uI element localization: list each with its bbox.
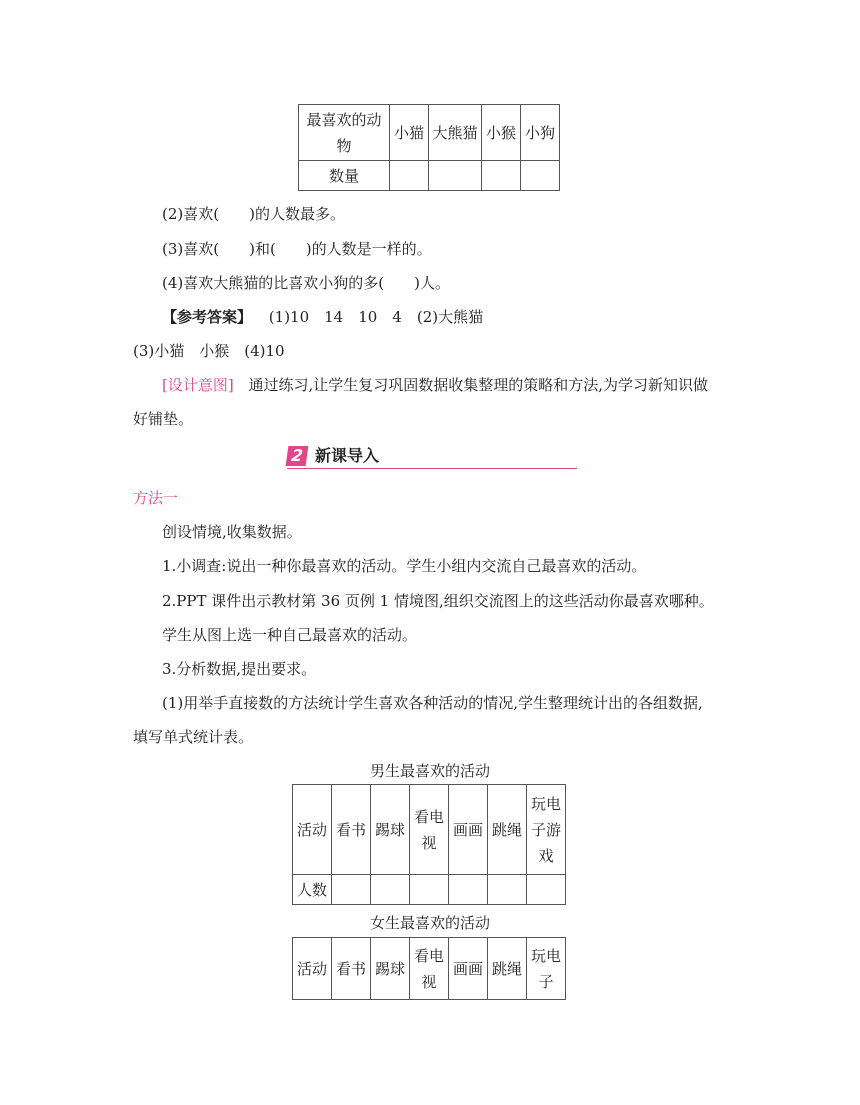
girls-header-rope: 跳绳 [488,938,527,1000]
girls-header-activity: 活动 [293,938,332,1000]
animal-table-header-dog: 小狗 [521,105,560,161]
boys-header-reading: 看书 [332,785,371,875]
boys-row-label: 人数 [293,875,332,905]
animal-table-cell [521,161,560,191]
animal-table-cell [482,161,521,191]
animal-table-cell [429,161,482,191]
boys-header-football: 踢球 [371,785,410,875]
boys-activity-table [292,784,566,905]
method-p5: 3.分析数据,提出要求。 [162,660,317,678]
animal-table-header-monkey: 小猴 [482,105,521,161]
method-p3: 2.PPT 课件出示教材第 36 页例 1 情境图,组织交流图上的这些活动你最喜欢哪种。 [162,592,714,610]
animal-table-cell [390,161,429,191]
answer-line-2: (3)小猫 小猴 (4)10 [133,342,285,360]
answer-line-1 [162,306,483,327]
design-line-1 [162,374,708,395]
question-4: (4)喜欢大熊猫的比喜欢小狗的多( )人。 [162,274,450,292]
section-banner [287,446,577,470]
girls-header-reading: 看书 [332,938,371,1000]
boys-table-cell [449,875,488,905]
section-rule [287,468,577,469]
boys-header-tv: 看电视 [410,785,449,875]
boys-table-cell [488,875,527,905]
question-3: (3)喜欢( )和( )的人数是一样的。 [162,240,432,258]
method-p4: 学生从图上选一种自己最喜欢的活动。 [162,626,418,644]
animal-table-row-label: 数量 [299,161,390,191]
boys-header-drawing: 画画 [449,785,488,875]
animal-table-header-panda: 大熊猫 [429,105,482,161]
animal-table-header-cat: 小猫 [390,105,429,161]
girls-header-games: 玩电子 [527,938,566,1000]
method-p6b: 填写单式统计表。 [133,728,254,746]
method-p1: 创设情境,收集数据。 [162,523,302,541]
girls-table-caption: 女生最喜欢的活动 [369,914,490,932]
girls-header-football: 踢球 [371,938,410,1000]
boys-table-cell [410,875,449,905]
boys-table-caption: 男生最喜欢的活动 [369,762,490,780]
animal-table [298,104,560,191]
design-text-1: 通过练习,让学生复习巩固数据收集整理的策略和方法,为学习新知识做 [248,376,709,394]
answer-label: 【参考答案】 [162,308,253,326]
question-2: (2)喜欢( )的人数最多。 [162,205,345,223]
animal-table-header-label: 最喜欢的动物 [299,105,390,161]
boys-table-cell [527,875,566,905]
method-p6a: (1)用举手直接数的方法统计学生喜欢各种活动的情况,学生整理统计出的各组数据, [162,694,703,712]
design-line-2: 好铺垫。 [133,410,194,428]
boys-table-cell [371,875,410,905]
section-number: 2 [286,446,309,466]
boys-header-games: 玩电子游戏 [527,785,566,875]
answer-values-1: (1)10 14 10 4 (2)大熊猫 [268,308,484,326]
girls-header-drawing: 画画 [449,938,488,1000]
method-title: 方法一 [133,489,179,507]
boys-header-rope: 跳绳 [488,785,527,875]
boys-table-cell [332,875,371,905]
girls-activity-table [292,937,566,1000]
method-p2: 1.小调查:说出一种你最喜欢的活动。学生小组内交流自己最喜欢的活动。 [162,557,647,575]
girls-header-tv: 看电视 [410,938,449,1000]
boys-header-activity: 活动 [293,785,332,875]
design-label: [设计意图] [162,376,234,394]
section-title: 新课导入 [315,446,380,465]
